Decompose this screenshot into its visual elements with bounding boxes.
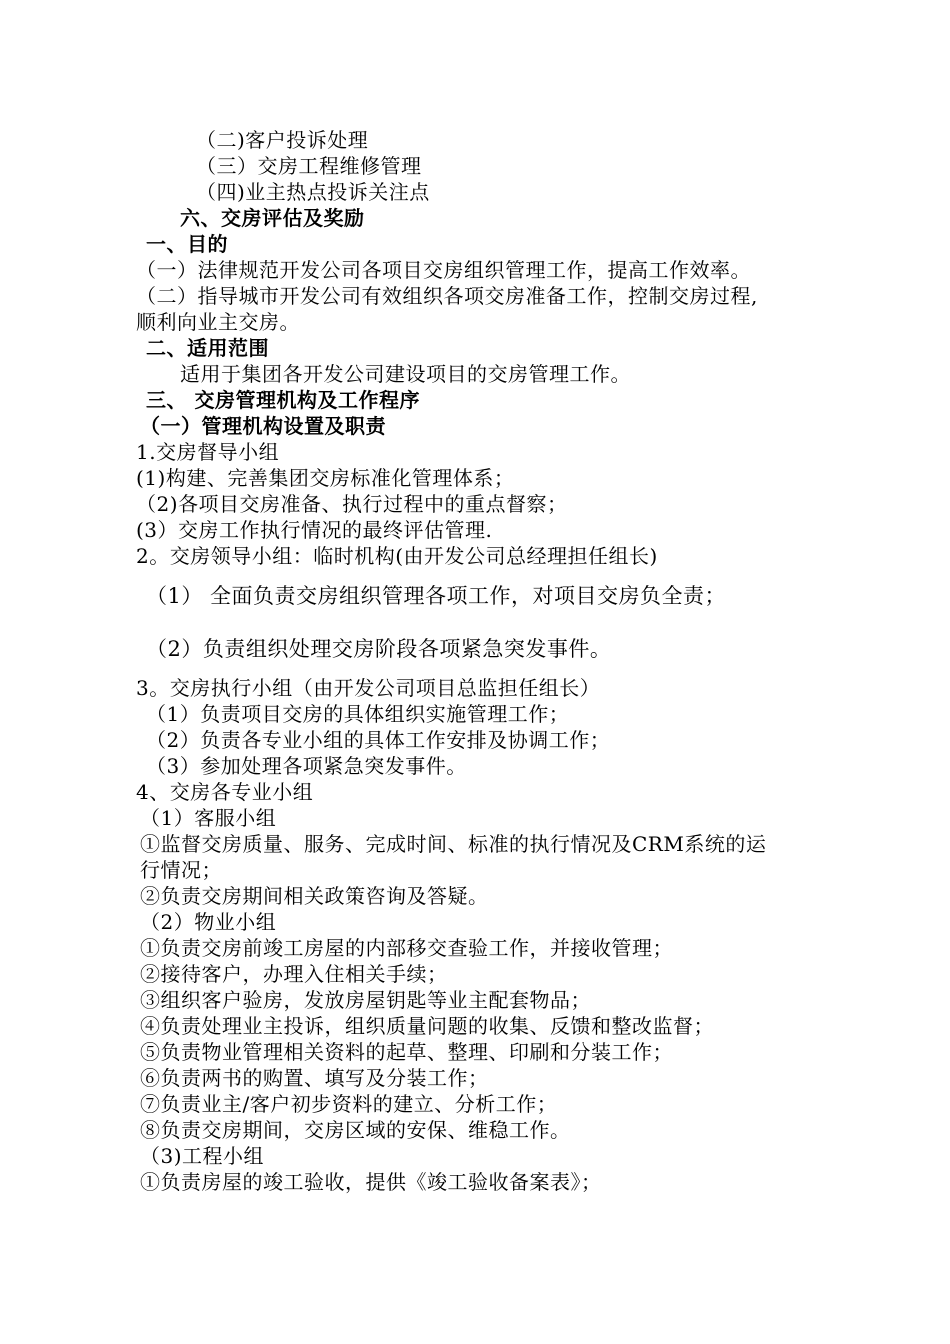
paragraph-purpose-2-cont: 顺利向业主交房。 bbox=[136, 310, 300, 334]
group-execution-item-3: （3）参加处理各项紧急突发事件。 bbox=[146, 754, 467, 778]
property-item-6: ⑥负责两书的购置、填写及分装工作； bbox=[140, 1066, 489, 1090]
toc-item-repair-management: （三）交房工程维修管理 bbox=[196, 154, 422, 178]
paragraph-purpose-1: （一）法律规范开发公司各项目交房组织管理工作，提高工作效率。 bbox=[136, 258, 751, 282]
section-heading-scope: 二、适用范围 bbox=[146, 336, 269, 360]
customer-service-item-1-cont: 行情况； bbox=[140, 858, 222, 882]
group-leadership-item-2: （2）负责组织处理交房阶段各项紧急突发事件。 bbox=[146, 637, 612, 661]
property-item-5: ⑤负责物业管理相关资料的起草、整理、印刷和分装工作； bbox=[140, 1040, 673, 1064]
section-heading-organization: 三、 交房管理机构及工作程序 bbox=[146, 388, 420, 412]
property-item-1: ①负责交房前竣工房屋的内部移交查验工作，并接收管理； bbox=[140, 936, 673, 960]
property-item-2: ②接待客户，办理入住相关手续； bbox=[140, 962, 448, 986]
toc-item-hotspot-complaints: （四)业主热点投诉关注点 bbox=[196, 180, 430, 204]
property-item-8: ⑧负责交房期间，交房区域的安保、维稳工作。 bbox=[140, 1118, 571, 1142]
property-item-3: ③组织客户验房，发放房屋钥匙等业主配套物品； bbox=[140, 988, 591, 1012]
subgroup-property: （2）物业小组 bbox=[140, 910, 277, 934]
subsection-heading-setup: （一）管理机构设置及职责 bbox=[140, 414, 386, 438]
group-supervision-item-1: (1)构建、完善集团交房标准化管理体系； bbox=[136, 466, 515, 490]
group-leadership-item-1: （1） 全面负责交房组织管理各项工作，对项目交房负全责； bbox=[146, 584, 727, 608]
toc-section-six: 六、交房评估及奖励 bbox=[180, 206, 365, 230]
group-execution-item-1: （1）负责项目交房的具体组织实施管理工作； bbox=[146, 702, 570, 726]
group-supervision-title: 1.交房督导小组 bbox=[136, 440, 280, 464]
group-execution-item-2: （2）负责各专业小组的具体工作安排及协调工作； bbox=[146, 728, 611, 752]
paragraph-scope: 适用于集团各开发公司建设项目的交房管理工作。 bbox=[180, 362, 631, 386]
property-item-7: ⑦负责业主/客户初步资料的建立、分析工作； bbox=[140, 1092, 558, 1116]
group-leadership-title: 2。交房领导小组：临时机构(由开发公司总经理担任组长) bbox=[136, 544, 658, 568]
customer-service-item-1: ①监督交房质量、服务、完成时间、标准的执行情况及CRM系统的运 bbox=[140, 832, 767, 856]
group-specialist-title: 4、交房各专业小组 bbox=[136, 780, 314, 804]
customer-service-item-2: ②负责交房期间相关政策咨询及答疑。 bbox=[140, 884, 489, 908]
group-supervision-item-2: （2)各项目交房准备、执行过程中的重点督察； bbox=[136, 492, 568, 516]
paragraph-purpose-2: （二）指导城市开发公司有效组织各项交房准备工作，控制交房过程, bbox=[136, 284, 758, 308]
section-heading-purpose: 一、目的 bbox=[146, 232, 228, 256]
group-execution-title: 3。交房执行小组（由开发公司项目总监担任组长） bbox=[136, 676, 601, 700]
toc-item-complaint-handling: （二)客户投诉处理 bbox=[196, 128, 369, 152]
subgroup-customer-service: （1）客服小组 bbox=[140, 806, 277, 830]
engineering-item-1: ①负责房屋的竣工验收，提供《竣工验收备案表》； bbox=[140, 1170, 602, 1194]
group-supervision-item-3: (3）交房工作执行情况的最终评估管理. bbox=[136, 518, 493, 542]
subgroup-engineering: （3)工程小组 bbox=[140, 1144, 265, 1168]
property-item-4: ④负责处理业主投诉，组织质量问题的收集、反馈和整改监督； bbox=[140, 1014, 714, 1038]
